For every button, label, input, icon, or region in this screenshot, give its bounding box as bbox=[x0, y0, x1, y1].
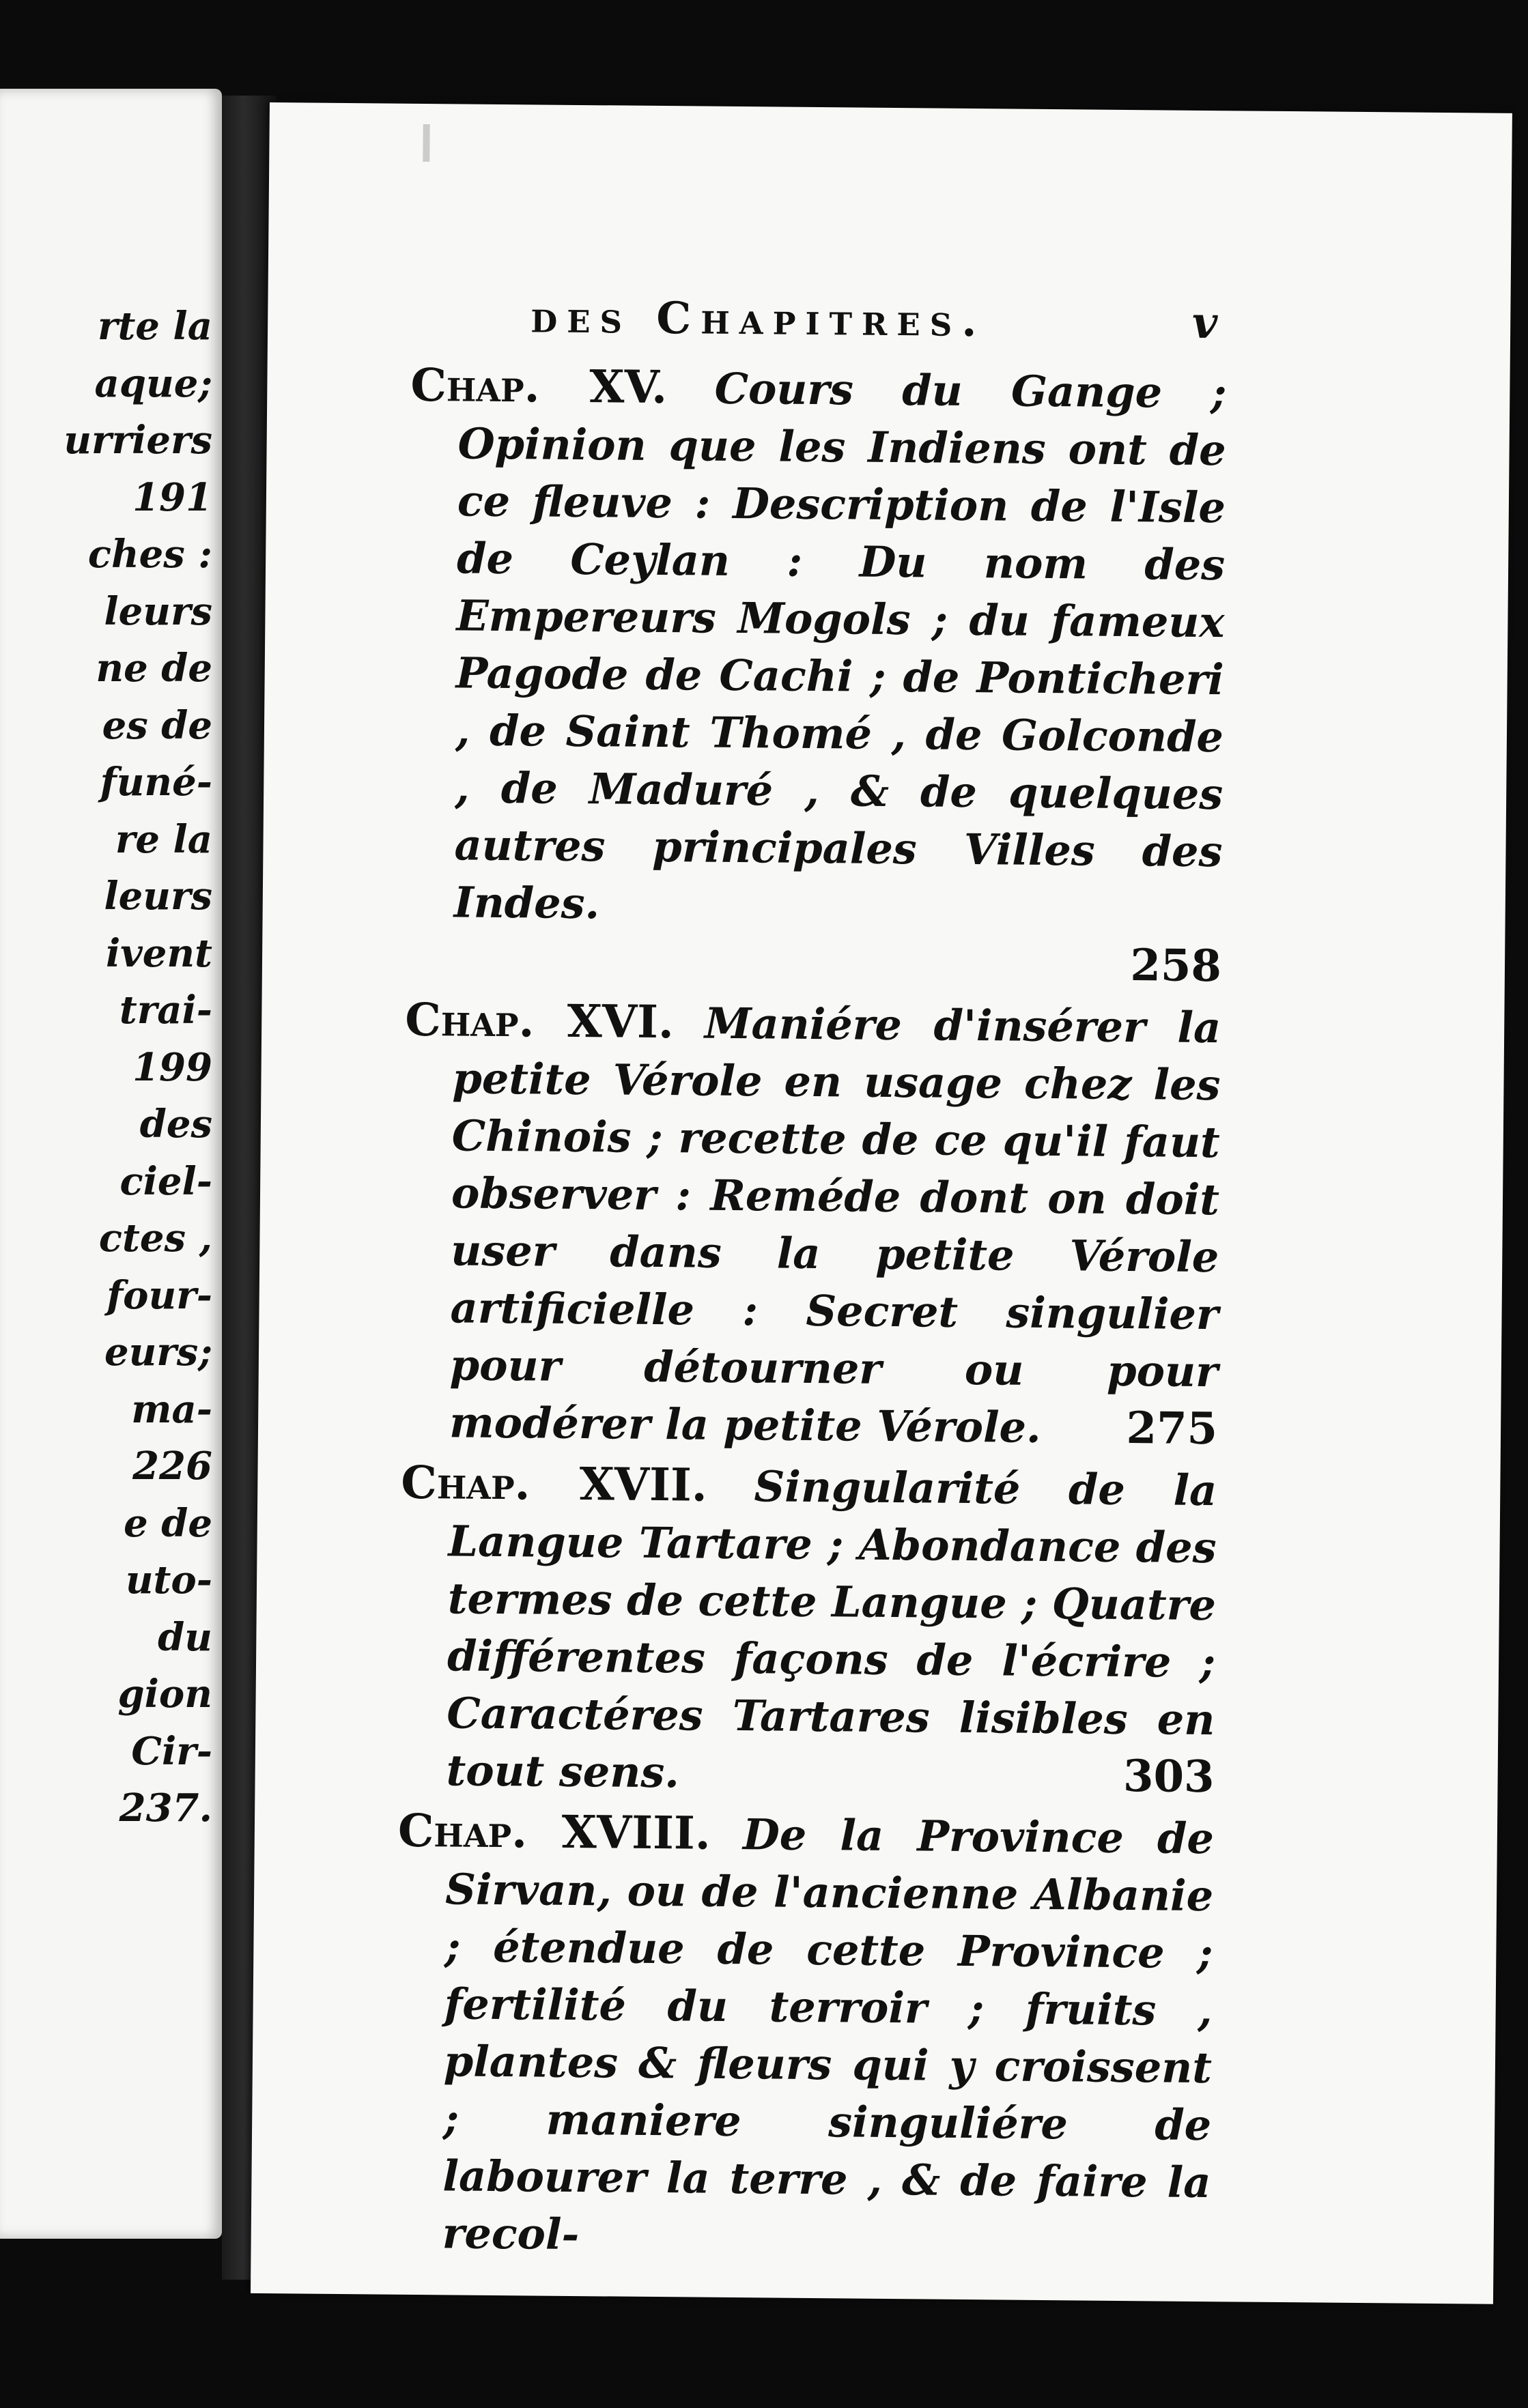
page-folio: v bbox=[1191, 297, 1228, 349]
chapter-page-number: 275 bbox=[1126, 1403, 1218, 1455]
chapter-page-number: 303 bbox=[1122, 1751, 1215, 1803]
left-page-line-fragment: 199 bbox=[132, 1044, 212, 1090]
left-page-line-fragment: re la bbox=[115, 816, 212, 862]
table-of-contents bbox=[394, 288, 1227, 2271]
left-page-line-fragment: Cir- bbox=[131, 1728, 212, 1774]
left-page-line-fragment: ma- bbox=[131, 1386, 212, 1432]
left-page-line-fragment: rte la bbox=[97, 304, 212, 349]
chapter-summary: Cours du Gange ; Opinion que les Indiens ont de ce fleuve : Description de l'Isle de Ceylan : Du nom des Empereurs Mogols ; du fameux Pagode de Cachi ; de Ponticheri , de Saint Thomé , de Golconde , de Maduré , & de quelques autres principales Villes des Indes. bbox=[453, 363, 1227, 929]
chapter-page-number: 258 bbox=[1130, 940, 1222, 992]
chapter-summary: Maniére d'insérer la petite Vérole en usage chez les Chinois ; recette de ce qu'il faut observer : Reméde dont on doit user dans la petite Vérole artificielle : Secret singulier pour détourner ou pour modérer la petite Vérole. bbox=[449, 998, 1221, 1452]
chapter-entry bbox=[406, 356, 1227, 995]
left-page-line-fragment: 226 bbox=[132, 1444, 212, 1489]
left-page-line-fragment: aque; bbox=[94, 360, 212, 406]
left-page-line-fragment: gion bbox=[117, 1672, 212, 1717]
left-page-line-fragment: four- bbox=[107, 1272, 212, 1318]
left-page-line-fragment: 191 bbox=[132, 474, 212, 520]
left-page-line-fragment: ches : bbox=[87, 532, 212, 577]
chapter-summary: De la Province de Sirvan, ou de l'ancienne Albanie ; étendue de cette Province ; fertilité du terroir ; fruits , plantes & fleurs qui y croissent ; maniere singuliére de labourer la terre , & de faire la recol- bbox=[442, 1809, 1215, 2260]
left-page-line-fragment: ciel- bbox=[119, 1158, 212, 1204]
chapter-label: Chap. XVIII. bbox=[397, 1803, 711, 1860]
left-page-line-fragment: e de bbox=[124, 1500, 212, 1546]
left-page-line-fragment: leurs bbox=[104, 588, 212, 634]
left-page-line-fragment: urriers bbox=[63, 418, 212, 463]
chapter-entry bbox=[394, 1802, 1214, 2269]
chapter-summary: Singularité de la Langue Tartare ; Abondance des termes de cette Langue ; Quatre différentes façons de l'écrire ; Caractéres Tartares lisibles en tout sens. bbox=[446, 1461, 1217, 1798]
left-page-line-fragment: ivent bbox=[105, 930, 212, 976]
right-page bbox=[251, 102, 1512, 2304]
left-page-line-fragment: uto- bbox=[125, 1558, 212, 1603]
running-head-title: des Chapitres. bbox=[530, 291, 987, 347]
chapter-label: Chap. XVI. bbox=[404, 992, 675, 1049]
left-page-line-fragment: du bbox=[158, 1614, 212, 1660]
left-page-line-fragment: eurs; bbox=[104, 1330, 212, 1375]
chapter-label: Chap. XV. bbox=[410, 358, 668, 414]
left-page-line-fragment: ne de bbox=[96, 646, 212, 691]
left-page-line-fragment: leurs bbox=[104, 874, 212, 919]
chapter-entry bbox=[401, 991, 1221, 1458]
left-page-text-fragments bbox=[0, 89, 222, 2239]
left-page-line-fragment: trai- bbox=[119, 988, 212, 1033]
scan-mark bbox=[423, 124, 429, 162]
left-page bbox=[0, 89, 222, 2239]
chapter-entry bbox=[398, 1454, 1217, 1806]
left-page-line-fragment: des bbox=[139, 1102, 212, 1147]
running-head bbox=[411, 288, 1228, 363]
left-page-line-fragment: funé- bbox=[100, 760, 212, 805]
left-page-line-fragment: es de bbox=[102, 702, 212, 748]
chapter-label: Chap. XVII. bbox=[401, 1455, 708, 1512]
left-page-line-fragment: ctes , bbox=[98, 1216, 212, 1261]
left-page-line-fragment: 237. bbox=[119, 1786, 212, 1831]
